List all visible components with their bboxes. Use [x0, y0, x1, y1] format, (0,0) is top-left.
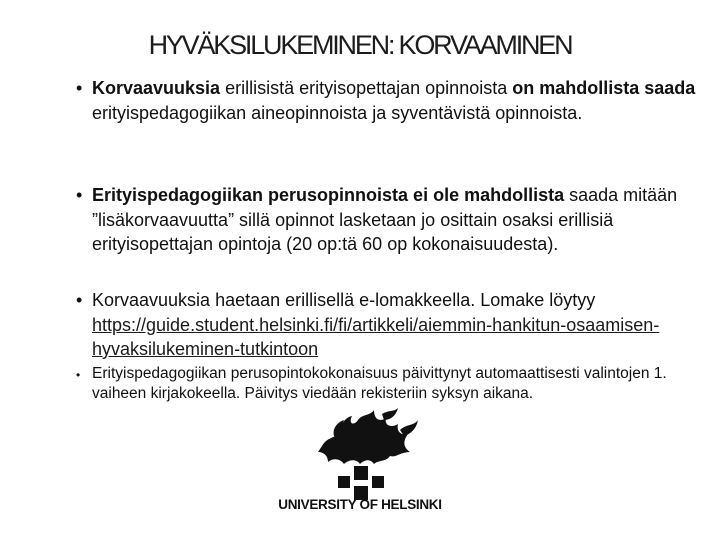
bullet-text: Korvaavuuksia haetaan erillisellä e-lomakkeella. Lomake löytyy	[92, 290, 596, 310]
bullet-e-lomake	[74, 288, 712, 362]
bullet-bold-text: Erityispedagogiikan perusopinnoista ei ole mahdollista	[92, 185, 565, 205]
bullet-text: erillisistä erityisopettajan opinnoista	[220, 78, 513, 98]
bullet-text: saada mitään ”lisäkorvaavuutta” sillä opinnot lasketaan jo osittain osaksi erillisiä erityisopettajan opintoja (20 op:tä 60 op kokonaisuudesta).	[92, 185, 678, 254]
bullet-marker: •	[76, 185, 83, 205]
bullet-marker: •	[76, 368, 81, 382]
bullet-paivitys	[74, 364, 712, 404]
bullet-marker: •	[76, 78, 83, 98]
guide-link[interactable]: https://guide.student.helsinki.fi/fi/artikkeli/aiemmin-hankitun-osaamisen-hyvaksilukeminen-tutkintoon	[92, 314, 660, 359]
slide-title: HYVÄKSILUKEMINEN: KORVAAMINEN	[148, 30, 572, 60]
bullet-text: erityispedagogiikan aineopinnoista ja syventävistä opinnoista.	[92, 102, 583, 123]
bullet-perusopinnot	[74, 183, 712, 257]
bullet-korvaavuuksia	[74, 76, 712, 125]
bullet-marker: •	[76, 290, 83, 310]
logo-wordmark: UNIVERSITY OF HELSINKI	[278, 497, 442, 512]
bullet-bold-text: on mahdollista saada	[512, 78, 696, 98]
bullet-text: Erityispedagogiikan perusopintokokonaisuus päivittynyt automaattisesti valintojen 1. vaiheen kirjakokeella. Päivitys viedään rekisteriin syksyn aikana.	[92, 365, 667, 402]
bullet-bold-text: Korvaavuuksia	[92, 78, 221, 98]
